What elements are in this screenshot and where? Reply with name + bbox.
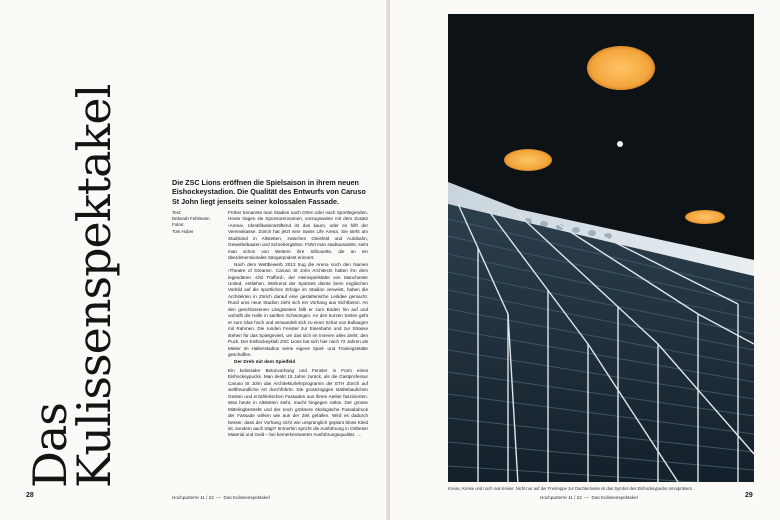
footer-section: Das Kulissenspektakel <box>223 495 270 500</box>
article-body <box>228 210 368 439</box>
page-number-right: 29 <box>745 492 753 499</box>
photo-credit-label: Fotos: <box>172 222 185 228</box>
title-line-2: Kulissenspektakel <box>67 84 121 488</box>
body-paragraph-3 <box>228 368 368 439</box>
body-paragraph-1: Früher benannte man Stadien nach Orten oder nach Sportlegenden. Heute tragen sie Sponsorennamen, vorzugsweise mit dem Zusatz ‹Arena›. Identifikationsstiftend ist das kaum, oder es hilft der Vereinskasse. Zürich hat jetzt eine Swiss Life Arena. Sie steht am Stadtrand in Altstetten, zwischen Gleisfeld und Autobahn, Gewerbebauten und Schrebergärten. Führt man stadtauswärts, sieht man schon von Weitem ihre Silhouette, die an ein überdimensionales Sängerpodest erinnert. <box>228 210 368 261</box>
photo-caption: Kreise, Kreise und noch mal Kreise: Nicht nur auf der Freitreppe zur Dachterrasse ist das Symbol des Eishockeypucks omnipräsent. <box>448 486 693 491</box>
credits <box>172 210 222 235</box>
text-credit-label: Text: <box>172 210 182 215</box>
footer-separator: — <box>584 495 589 500</box>
continue-arrow-icon: → <box>356 432 362 439</box>
footer-magazine: Hochparterre 11 / 22 <box>172 495 214 500</box>
footer-right <box>540 495 638 500</box>
text-credit-author: Deborah Fehlmann <box>172 216 210 222</box>
footer-magazine: Hochparterre 11 / 22 <box>540 495 582 500</box>
body-paragraph-3-text: Ein kolossaler Betonvorhang und Fenster in Form eines Eishockeypucks. Man denkt 15 Jahre zurück, als die Gastprofessur Caruso St John das Architekturlehrprogramm der ETH Zürich auf weltfreundliche Art durchführte. Die grosszügigen städtebaulichen Gesten und erzählerischen Fassaden aus ihrem Atelier faszinierten. Was heute in Altstetten steht, macht hingegen ratlos. Der grosse Mittelingbestrebt und der noch grössere ökologische Fussabdruck der Fassade wirken wie aus der Zeit gefallen. Wird es dadurch besser, dass der Vorhang nicht wie ursprünglich geplant bloss Kleid ist, sondern auch trägt? Immerhin spricht die Ausführung in Ortbeton Material und Geld – bei bemerkenswerter Ausführungsqualität. <box>228 367 368 438</box>
vertical-title <box>23 28 128 488</box>
title-line-1: Das <box>23 403 77 488</box>
lead-paragraph: Die ZSC Lions eröffnen die Spielsaison in ihrem neuen Eishockeystadion. Die Qualität des Entwurfs von Caruso St John liegt jenseits seiner kolossalen Fassade. <box>172 178 366 206</box>
subheading: Der Dreh mit dem Spielfeld <box>234 360 296 366</box>
body-paragraph-2: Nach dem Wettbewerb 2013 trug die Arena noch den Namen ‹Theatre of Dreams›. Caruso St John Architects hatten ihn dem legendären ‹Old Trafford›, der Heimspielstätte von Manchester United, entliehen. Während der Spielzeit diente beim englischen Vorbild auf die sportlichen Erfolge im Stadion verweist, haben die Architekten in Zürich darauf eine gestalterische Leitidee gemacht. Rund ums neue Stadion zieht sich ein Vorhang aus Sichtbeton. An den geschlossenen Längsseiten fällt er zum Boden hin auf und umhüllt die Halle in sanften Schwüngen. An den kurzen Seiten geht er zum Glas hoch und verwandelt sich zu einer Schar von Bullaugen mit Rahmen. Die runden Fenster zur Eisenbahn und zur Strasse stehen für das Spielgeviert, um das sich im Inneren alles dreht: den Puck. Der Eishockeyklub ZSC Lions hat sich hier nach 72 Jahren als Mieter im Hallenstadion seine eigene Spiel- und Trainingsstätte geschaffen. <box>228 261 368 357</box>
footer-section: Das Kulissenspektakel <box>591 495 638 500</box>
left-page <box>0 0 388 520</box>
page-number-left: 28 <box>26 492 34 499</box>
footer-separator: — <box>216 495 221 500</box>
photo-credit-author: Tom Huber <box>172 228 194 234</box>
stadium-stairs-photo <box>448 14 754 482</box>
footer-left <box>172 495 270 500</box>
